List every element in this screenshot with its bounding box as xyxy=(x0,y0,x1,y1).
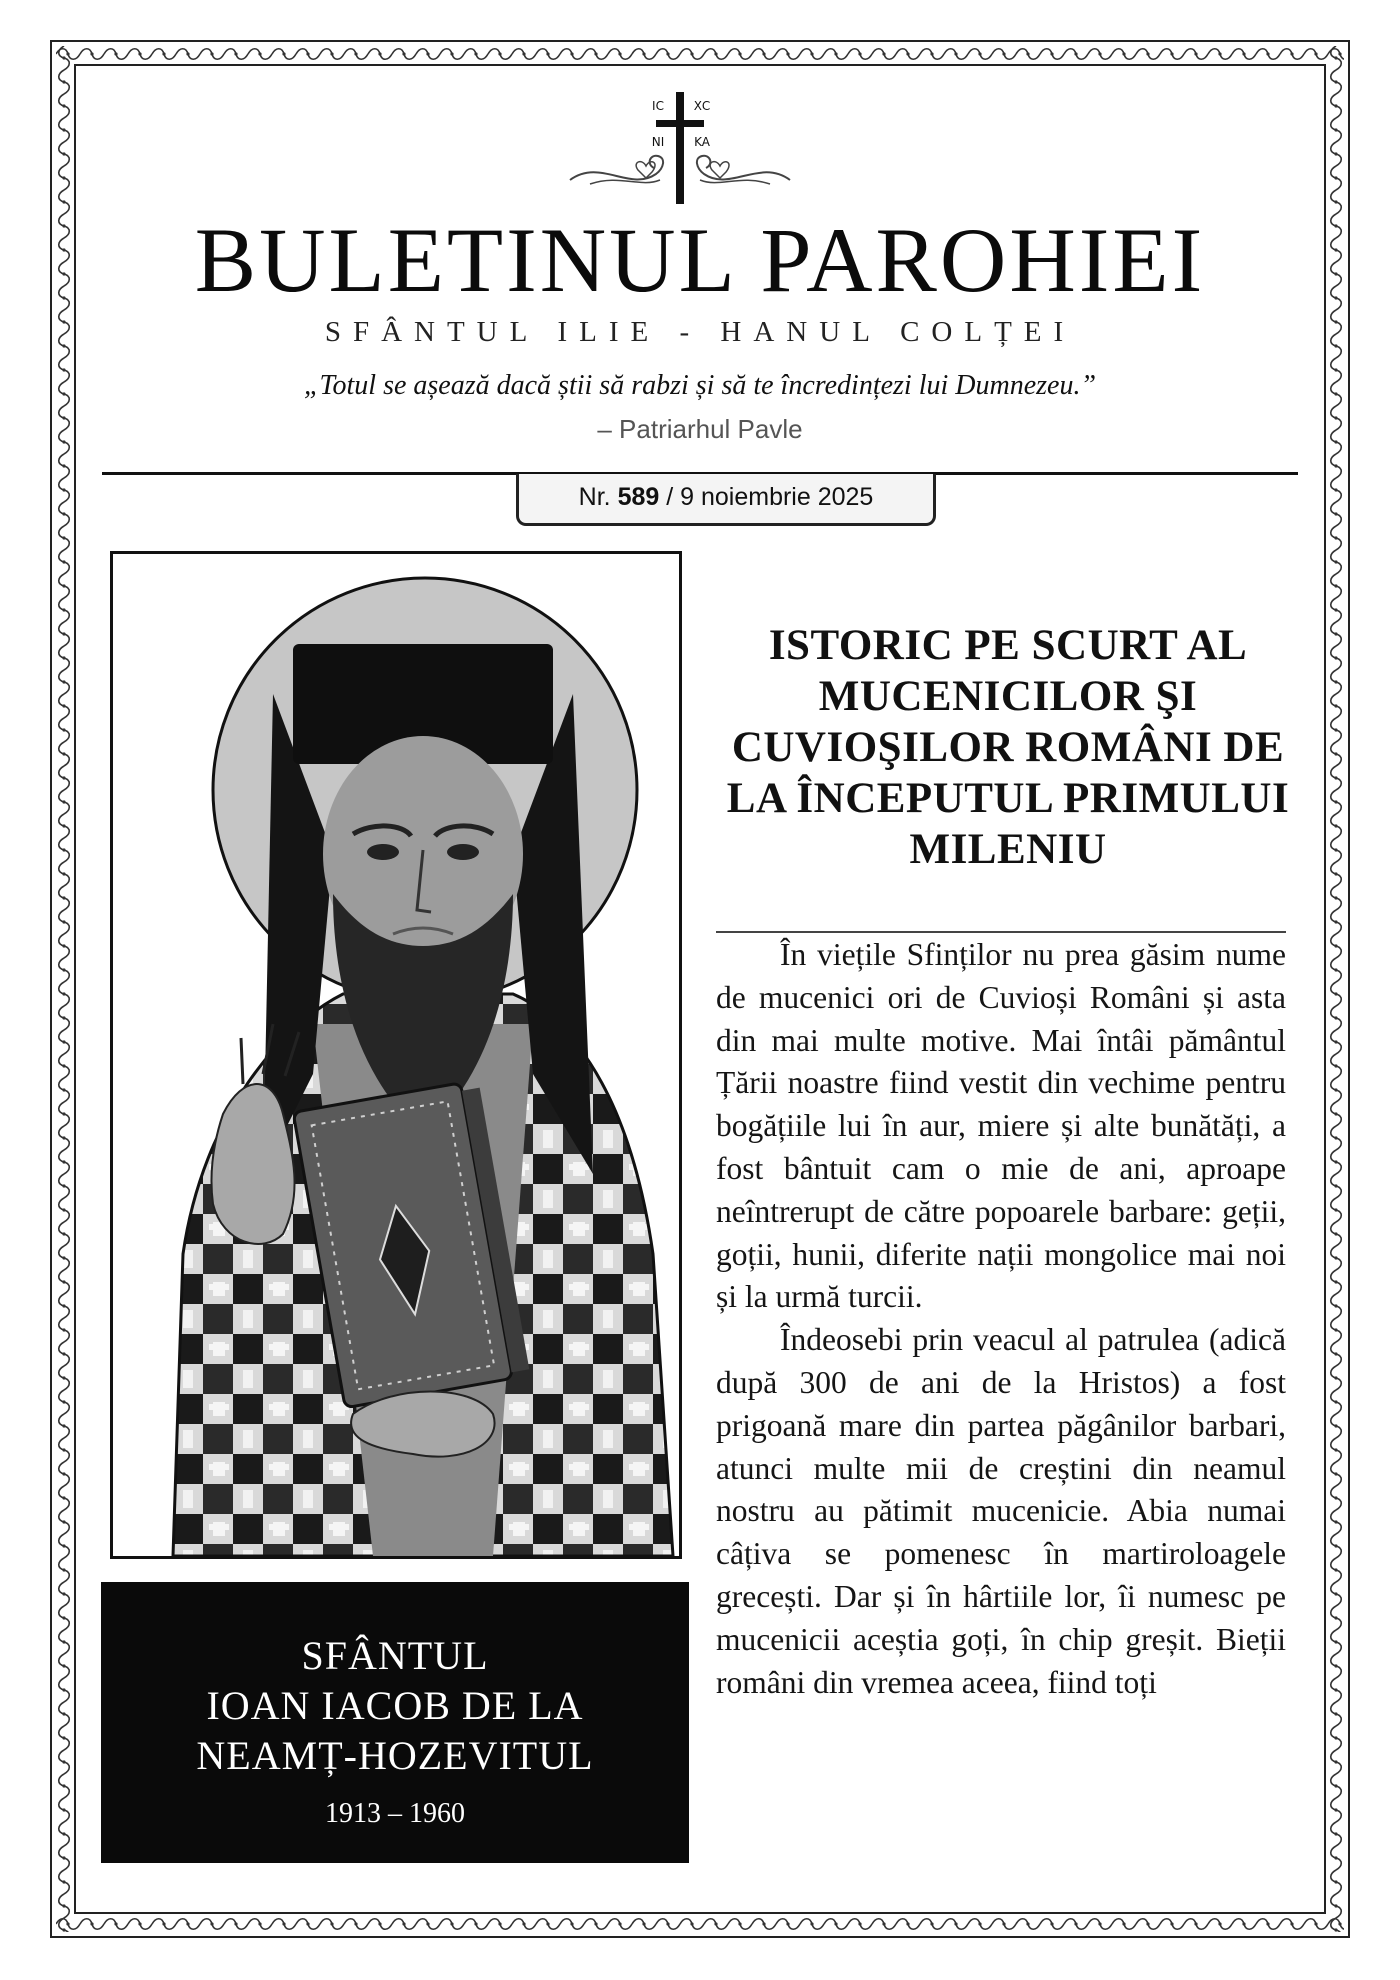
ornament-dot xyxy=(1074,52,1077,55)
ornament-dot xyxy=(62,800,65,803)
ornament-dot xyxy=(1334,1064,1337,1067)
ornament-dot xyxy=(786,1922,789,1925)
ornament-dot xyxy=(1334,680,1337,683)
emblem-ka: KA xyxy=(694,135,710,149)
ornament-dot xyxy=(62,1208,65,1211)
ornament-dot xyxy=(834,1922,837,1925)
ornament-dot xyxy=(1050,52,1053,55)
ornament-dot xyxy=(62,992,65,995)
ornament-dot xyxy=(62,176,65,179)
ornament-dot xyxy=(642,52,645,55)
ornament-dot xyxy=(62,848,65,851)
ornament-dot xyxy=(62,632,65,635)
ornament-dot xyxy=(882,52,885,55)
ornament-dot xyxy=(186,1922,189,1925)
ornament-dot xyxy=(62,1376,65,1379)
ornament-dot xyxy=(1334,200,1337,203)
ornament-dot xyxy=(1334,1424,1337,1427)
ornament-dot xyxy=(1050,1922,1053,1925)
ornament-dot xyxy=(1242,1922,1245,1925)
ornament-dot xyxy=(62,1856,65,1859)
ornament-dot xyxy=(330,1922,333,1925)
ornament-dot xyxy=(1170,1922,1173,1925)
ornament-dot xyxy=(1334,1592,1337,1595)
ornament-dot xyxy=(1074,1922,1077,1925)
ornament-dot xyxy=(62,1328,65,1331)
ornament-dot xyxy=(62,512,65,515)
ornament-dot xyxy=(1194,52,1197,55)
ornament-dot xyxy=(834,52,837,55)
ornament-dot xyxy=(1334,176,1337,179)
ornament-dot xyxy=(1026,52,1029,55)
ornament-dot xyxy=(1334,1616,1337,1619)
ornament-dot xyxy=(474,52,477,55)
ornament-dot xyxy=(62,1736,65,1739)
ornament-dot xyxy=(62,1304,65,1307)
ornament-dot xyxy=(1334,1400,1337,1403)
ornament-dot xyxy=(1334,1712,1337,1715)
saint-name-line-1: SFÂNTUL xyxy=(301,1633,489,1678)
ornament-dot xyxy=(1290,1922,1293,1925)
ornament-dot xyxy=(62,560,65,563)
ornament-dot xyxy=(62,1904,65,1907)
ornament-dot xyxy=(306,1922,309,1925)
ornament-dot xyxy=(258,52,261,55)
ornament-dot xyxy=(666,52,669,55)
ornament-dot xyxy=(1122,52,1125,55)
ornament-dot xyxy=(1334,1472,1337,1475)
ornament-dot xyxy=(62,80,65,83)
ornament-border-top xyxy=(56,46,1344,62)
ornament-dot xyxy=(210,52,213,55)
ornament-dot xyxy=(138,1922,141,1925)
ornament-dot xyxy=(594,52,597,55)
ornament-dot xyxy=(62,1784,65,1787)
masthead-title: BULETINUL PAROHIEI xyxy=(194,209,1206,311)
ornament-dot xyxy=(62,1640,65,1643)
ornament-dot xyxy=(62,1280,65,1283)
ornament-dot xyxy=(570,1922,573,1925)
ornament-dot xyxy=(906,1922,909,1925)
emblem-xc: ΧC xyxy=(693,99,711,113)
ornament-dot xyxy=(62,1016,65,1019)
ornament-dot xyxy=(450,1922,453,1925)
ornament-dot xyxy=(930,1922,933,1925)
ornament-dot xyxy=(62,1424,65,1427)
ornament-dot xyxy=(954,1922,957,1925)
ornament-dot xyxy=(618,52,621,55)
ornament-dot xyxy=(62,1496,65,1499)
ornament-dot xyxy=(1334,752,1337,755)
ornament-dot xyxy=(1334,1496,1337,1499)
ornament-dot xyxy=(62,1040,65,1043)
ornament-dot xyxy=(114,1922,117,1925)
ornament-dot xyxy=(786,52,789,55)
ornament-dot xyxy=(426,52,429,55)
ornament-dot xyxy=(642,1922,645,1925)
ornament-dot xyxy=(234,52,237,55)
ornament-dot xyxy=(1334,1016,1337,1019)
saint-name-line-3: NEAMȚ-HOZEVITUL xyxy=(196,1733,594,1778)
ornament-dot xyxy=(1314,52,1317,55)
ornament-dot xyxy=(114,52,117,55)
ornament-dot xyxy=(426,1922,429,1925)
saint-years: 1913 – 1960 xyxy=(325,1798,465,1829)
ornament-dot xyxy=(1098,1922,1101,1925)
ornament-dot xyxy=(282,52,285,55)
ornament-dot xyxy=(1218,52,1221,55)
ornament-dot xyxy=(62,1232,65,1235)
ornament-dot xyxy=(474,1922,477,1925)
issue-number: 589 xyxy=(617,483,660,511)
ornament-dot xyxy=(714,52,717,55)
ornament-dot xyxy=(1334,584,1337,587)
ornament-dot xyxy=(62,1760,65,1763)
ornament-dot xyxy=(1290,52,1293,55)
ornament-dot xyxy=(62,1616,65,1619)
issue-badge xyxy=(516,474,936,526)
emblem-ic: IC xyxy=(652,99,664,113)
ornament-dot xyxy=(1334,1160,1337,1163)
ornament-dot xyxy=(1334,1136,1337,1139)
issue-prefix: Nr. xyxy=(578,483,611,511)
ornament-dot xyxy=(402,1922,405,1925)
ornament-dot xyxy=(1334,1088,1337,1091)
ornament-dot xyxy=(62,1136,65,1139)
ornament-dot xyxy=(594,1922,597,1925)
ornament-dot xyxy=(62,680,65,683)
ornament-dot xyxy=(354,52,357,55)
ornament-dot xyxy=(62,56,65,59)
ornament-dot xyxy=(378,52,381,55)
ornament-dot xyxy=(1334,872,1337,875)
ornament-dot xyxy=(1334,1112,1337,1115)
ornament-dot xyxy=(1334,1856,1337,1859)
ornament-dot xyxy=(1334,1880,1337,1883)
ornament-dot xyxy=(1334,1280,1337,1283)
ornament-dot xyxy=(234,1922,237,1925)
ornament-dot xyxy=(762,52,765,55)
motto-author: – Patriarhul Pavle xyxy=(597,414,803,444)
ornament-dot xyxy=(1334,1640,1337,1643)
ornament-dot xyxy=(810,52,813,55)
ornament-dot xyxy=(62,1712,65,1715)
ornament-dot xyxy=(1334,1328,1337,1331)
ornament-dot xyxy=(498,52,501,55)
ornament-dot xyxy=(62,968,65,971)
article-title: ISTORIC PE SCURT AL MUCENICILOR ŞI CUVIOŞILOR ROMÂNI DE LA ÎNCEPUTUL PRIMULUI MILENIU xyxy=(726,622,1290,873)
ornament-dot xyxy=(1334,1232,1337,1235)
ornament-dot xyxy=(1334,1376,1337,1379)
ornament-dot xyxy=(738,1922,741,1925)
ornament-dot xyxy=(62,584,65,587)
ornament-dot xyxy=(570,52,573,55)
ornament-dot xyxy=(1334,608,1337,611)
issue-date: / 9 noiembrie 2025 xyxy=(666,483,874,511)
article-paragraph: În viețile Sfinților nu prea găsim nume de mucenici ori de Cuvioși Români și asta din mai multe motive. Mai întâi pământul Țării noastre fiind vestit din vechime pentru bogățiile lui în aur, miere și alte bunătăți, a fost bântuit cam o mie de ani, aproape neîntrerupt de către popoarele barbare: geții, goții, hunii, diferite nații mongolice mai noi și la urmă turcii. xyxy=(716,937,1286,1315)
ornament-dot xyxy=(1334,1760,1337,1763)
ornament-dot xyxy=(1146,52,1149,55)
ornament-dot xyxy=(498,1922,501,1925)
ornament-dot xyxy=(62,944,65,947)
ornament-border-bottom xyxy=(56,1916,1344,1932)
ornament-dot xyxy=(1334,1928,1337,1931)
ornament-dot xyxy=(1334,1520,1337,1523)
ornament-dot xyxy=(1334,920,1337,923)
emblem-ni: NI xyxy=(651,135,665,149)
ornament-dot xyxy=(62,536,65,539)
ornament-dot xyxy=(1334,512,1337,515)
ornament-dot xyxy=(1026,1922,1029,1925)
ornament-dot xyxy=(62,704,65,707)
ornament-dot xyxy=(1122,1922,1125,1925)
ornament-dot xyxy=(1334,1568,1337,1571)
ornament-dot xyxy=(1242,52,1245,55)
ornament-dot xyxy=(690,52,693,55)
ornament-dot xyxy=(1170,52,1173,55)
ornament-dot xyxy=(618,1922,621,1925)
saint-name-line-2: IOAN IACOB DE LA xyxy=(206,1683,584,1728)
ornament-dot xyxy=(62,104,65,107)
ornament-dot xyxy=(62,728,65,731)
ornament-dot xyxy=(62,1664,65,1667)
ornament-dot xyxy=(714,1922,717,1925)
ornament-dot xyxy=(402,52,405,55)
ornament-dot xyxy=(1334,536,1337,539)
ornament-dot xyxy=(62,1184,65,1187)
ornament-dot xyxy=(1334,1184,1337,1187)
ornament-dot xyxy=(1334,1784,1337,1787)
ornament-dot xyxy=(62,1160,65,1163)
ornament-dot xyxy=(1334,1544,1337,1547)
ornament-dot xyxy=(62,776,65,779)
ornament-dot xyxy=(1334,1208,1337,1211)
ornament-dot xyxy=(62,152,65,155)
ornament-dot xyxy=(210,1922,213,1925)
ornament-dot xyxy=(1334,488,1337,491)
ornament-dot xyxy=(1334,1448,1337,1451)
ornament-dot xyxy=(306,52,309,55)
ornament-dot xyxy=(1334,152,1337,155)
ornament-dot xyxy=(1218,1922,1221,1925)
ornament-dot xyxy=(1334,656,1337,659)
ornament-dot xyxy=(258,1922,261,1925)
ornament-dot xyxy=(1334,1808,1337,1811)
ornament-dot xyxy=(1334,896,1337,899)
ornament-dot xyxy=(978,1922,981,1925)
ornament-dot xyxy=(162,1922,165,1925)
ornament-dot xyxy=(1266,52,1269,55)
ornament-dot xyxy=(1334,704,1337,707)
ornament-dot xyxy=(1334,728,1337,731)
article-paragraph: Îndeosebi prin veacul al patrulea (adică după 300 de ani de la Hristos) a fost prigoană mare din partea păgânilor barbari, atunci multe mii de creștini din neamul nostru au pătimit mucenicie. Abia numai câțiva se pomenesc în martiroloagele grecești. Dar și în hârtiile lor, îi numesc pe mucenicii aceștia goți, în chip greșit. Bieții români din vremea aceea, fiind toți xyxy=(716,1322,1286,1700)
ornament-dot xyxy=(1334,800,1337,803)
ornament-dot xyxy=(1146,1922,1149,1925)
ornament-dot xyxy=(62,488,65,491)
saint-icon-image xyxy=(110,551,682,1559)
ornament-dot xyxy=(546,1922,549,1925)
ornament-dot xyxy=(138,52,141,55)
ornament-dot xyxy=(1334,1688,1337,1691)
ornament-dot xyxy=(90,1922,93,1925)
ornament-dot xyxy=(1334,1352,1337,1355)
article-title-divider xyxy=(716,931,1286,933)
ornament-dot xyxy=(330,52,333,55)
ornament-dot xyxy=(522,52,525,55)
ornament-dot xyxy=(1334,1736,1337,1739)
ornament-dot xyxy=(1334,1304,1337,1307)
ornament-dot xyxy=(882,1922,885,1925)
ornament-dot xyxy=(450,52,453,55)
ornament-dot xyxy=(1334,992,1337,995)
ornament-dot xyxy=(62,824,65,827)
article-body xyxy=(716,934,1286,1704)
ornament-dot xyxy=(1334,1832,1337,1835)
ornament-dot xyxy=(62,1928,65,1931)
ornament-dot xyxy=(354,1922,357,1925)
ornament-dot xyxy=(62,1112,65,1115)
ornament-dot xyxy=(1314,1922,1317,1925)
ornament-dot xyxy=(62,1448,65,1451)
ornament-dot xyxy=(522,1922,525,1925)
ornament-dot xyxy=(546,52,549,55)
ornament-dot xyxy=(1334,560,1337,563)
ornament-dot xyxy=(1334,824,1337,827)
ornament-dot xyxy=(62,1088,65,1091)
ornament-dot xyxy=(62,1064,65,1067)
ornament-dot xyxy=(666,1922,669,1925)
ornament-dot xyxy=(62,1568,65,1571)
ornament-dot xyxy=(1098,52,1101,55)
ornament-dot xyxy=(186,52,189,55)
ornament-dot xyxy=(378,1922,381,1925)
ornament-dot xyxy=(1334,104,1337,107)
ornament-dot xyxy=(1002,1922,1005,1925)
ornament-dot xyxy=(62,1832,65,1835)
ornament-dot xyxy=(62,872,65,875)
ornament-dot xyxy=(690,1922,693,1925)
ornament-dot xyxy=(62,1472,65,1475)
ornament-dot xyxy=(1334,128,1337,131)
ornament-dot xyxy=(162,52,165,55)
ornament-dot xyxy=(62,1880,65,1883)
saint-caption xyxy=(101,1582,689,1863)
ornament-dot xyxy=(62,1592,65,1595)
ornament-dot xyxy=(1334,80,1337,83)
ornament-dot xyxy=(858,52,861,55)
ornament-dot xyxy=(62,896,65,899)
ornament-dot xyxy=(62,920,65,923)
ornament-dot xyxy=(1334,776,1337,779)
cross-emblem-icon xyxy=(560,88,800,208)
ornament-dot xyxy=(62,200,65,203)
ornament-dot xyxy=(738,52,741,55)
ornament-dot xyxy=(810,1922,813,1925)
ornament-dot xyxy=(62,1400,65,1403)
ornament-dot xyxy=(62,1520,65,1523)
ornament-dot xyxy=(1334,56,1337,59)
ornament-dot xyxy=(978,52,981,55)
ornament-dot xyxy=(858,1922,861,1925)
ornament-dot xyxy=(1334,968,1337,971)
ornament-dot xyxy=(1334,1664,1337,1667)
ornament-dot xyxy=(62,464,65,467)
ornament-dot xyxy=(1266,1922,1269,1925)
ornament-dot xyxy=(906,52,909,55)
ornament-dot xyxy=(762,1922,765,1925)
ornament-dot xyxy=(1334,1040,1337,1043)
ornament-dot xyxy=(1334,848,1337,851)
ornament-dot xyxy=(1334,944,1337,947)
ornament-dot xyxy=(1334,1904,1337,1907)
motto-quote: „Totul se așează dacă știi să rabzi și să te încredințezi lui Dumnezeu.” xyxy=(303,370,1097,401)
ornament-dot xyxy=(1002,52,1005,55)
ornament-dot xyxy=(62,1688,65,1691)
ornament-dot xyxy=(62,1808,65,1811)
masthead-subtitle: SFÂNTUL ILIE - HANUL COLȚEI xyxy=(324,316,1076,348)
ornament-dot xyxy=(62,1256,65,1259)
ornament-dot xyxy=(62,1352,65,1355)
ornament-dot xyxy=(62,608,65,611)
ornament-dot xyxy=(62,128,65,131)
ornament-dot xyxy=(62,752,65,755)
ornament-dot xyxy=(62,656,65,659)
ornament-dot xyxy=(1334,1256,1337,1259)
ornament-dot xyxy=(1334,464,1337,467)
ornament-dot xyxy=(1194,1922,1197,1925)
ornament-dot xyxy=(62,1544,65,1547)
ornament-dot xyxy=(90,52,93,55)
ornament-dot xyxy=(282,1922,285,1925)
ornament-dot xyxy=(930,52,933,55)
ornament-dot xyxy=(954,52,957,55)
ornament-dot xyxy=(1334,632,1337,635)
